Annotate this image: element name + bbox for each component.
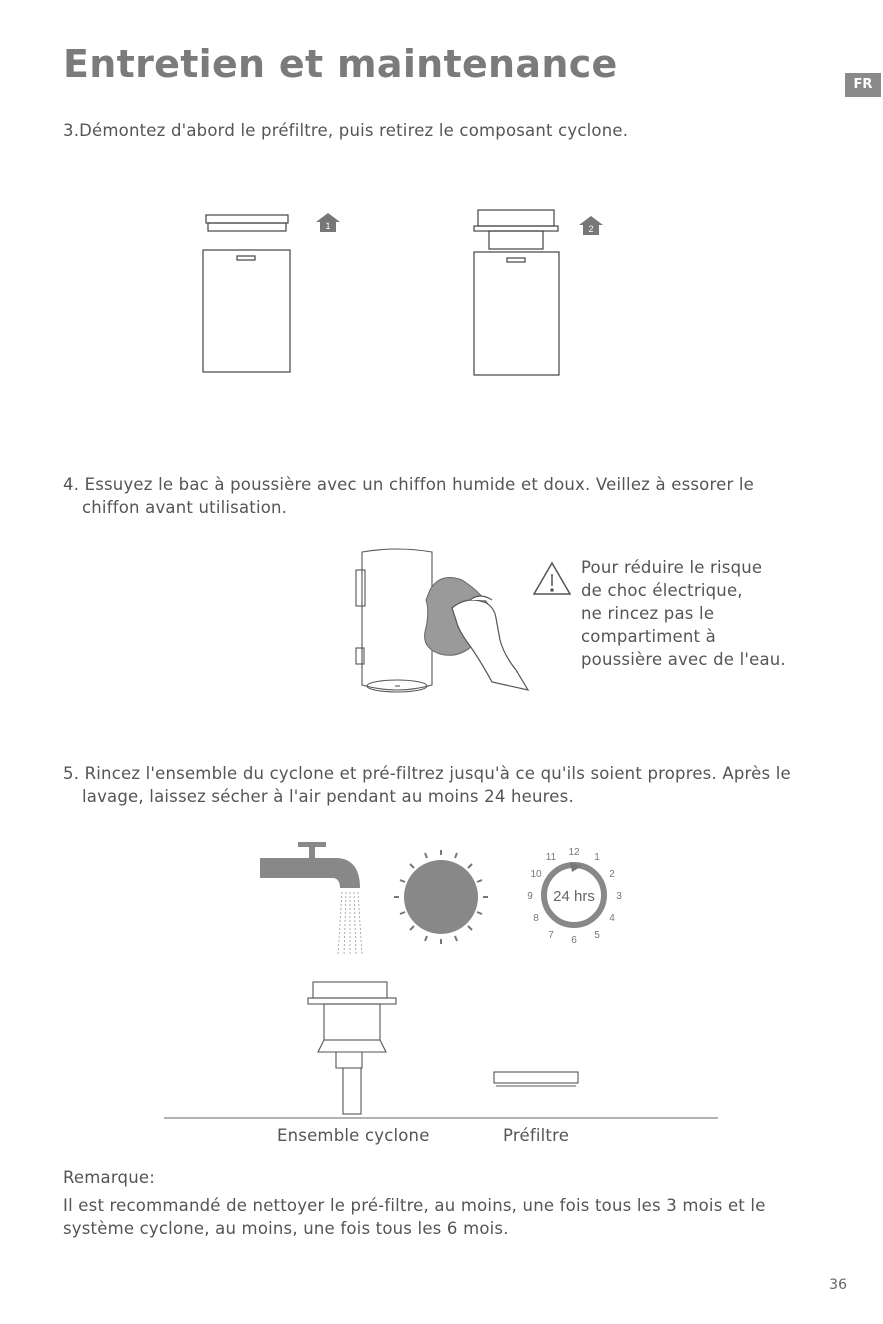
dust-bin-wiping-illustration	[356, 549, 432, 692]
step-4-text-line1: 4. Essuyez le bac à poussière avec un chiffon humide et doux. Veillez à essorer le	[63, 475, 755, 494]
clock-number: 8	[533, 913, 539, 924]
clock-number: 3	[616, 891, 622, 902]
clock-number: 10	[530, 869, 542, 880]
note-label: Remarque:	[63, 1168, 155, 1187]
page-title: Entretien et maintenance	[63, 42, 618, 86]
water-spray-icon	[338, 892, 362, 955]
step-3-text: 3.Démontez d'abord le préfiltre, puis retirez le composant cyclone.	[63, 121, 629, 140]
clock-number: 6	[571, 935, 577, 946]
clock-number: 11	[545, 852, 557, 863]
note-line1: Il est recommandé de nettoyer le pré-filtre, au moins, une fois tous les 3 mois et le	[63, 1196, 766, 1215]
clock-number: 5	[594, 930, 600, 941]
bin-with-cyclone-illustration	[474, 210, 559, 375]
cyclone-assembly-illustration	[308, 982, 396, 1114]
language-badge: FR	[845, 73, 881, 97]
caption-cyclone: Ensemble cyclone	[277, 1126, 430, 1145]
clock-label: 24 hrs	[553, 888, 595, 905]
step-5-text-line2: lavage, laissez sécher à l'air pendant au moins 24 heures.	[82, 787, 574, 806]
clock-number: 1	[594, 852, 600, 863]
warning-text	[581, 556, 786, 671]
warning-line: Pour réduire le risque	[581, 558, 763, 577]
step-4-text-line2: chiffon avant utilisation.	[82, 498, 288, 517]
warning-line: ne rincez pas le	[581, 604, 715, 623]
warning-line: poussière avec de l'eau.	[581, 650, 786, 669]
caption-prefilter: Préfiltre	[503, 1126, 570, 1145]
clock-number: 12	[568, 847, 580, 858]
clock-number: 7	[548, 930, 554, 941]
sun-icon	[394, 850, 488, 944]
water-tap-icon	[260, 842, 360, 888]
clock-number: 4	[609, 913, 615, 924]
step-5-text-line1: 5. Rincez l'ensemble du cyclone et pré-filtrez jusqu'à ce qu'ils soient propres. Après le	[63, 764, 791, 783]
badge-2: 2	[588, 224, 594, 234]
bin-with-prefilter-illustration	[203, 215, 290, 372]
page-number: 36	[829, 1277, 847, 1293]
clock-number: 2	[609, 869, 615, 880]
note-line2: système cyclone, au moins, une fois tous les 6 mois.	[63, 1219, 509, 1238]
warning-line: compartiment à	[581, 627, 716, 646]
warning-icon	[534, 563, 570, 594]
clock-number: 9	[527, 891, 533, 902]
badge-1: 1	[325, 221, 331, 231]
prefilter-illustration	[494, 1072, 578, 1086]
warning-line: de choc électrique,	[581, 581, 743, 600]
